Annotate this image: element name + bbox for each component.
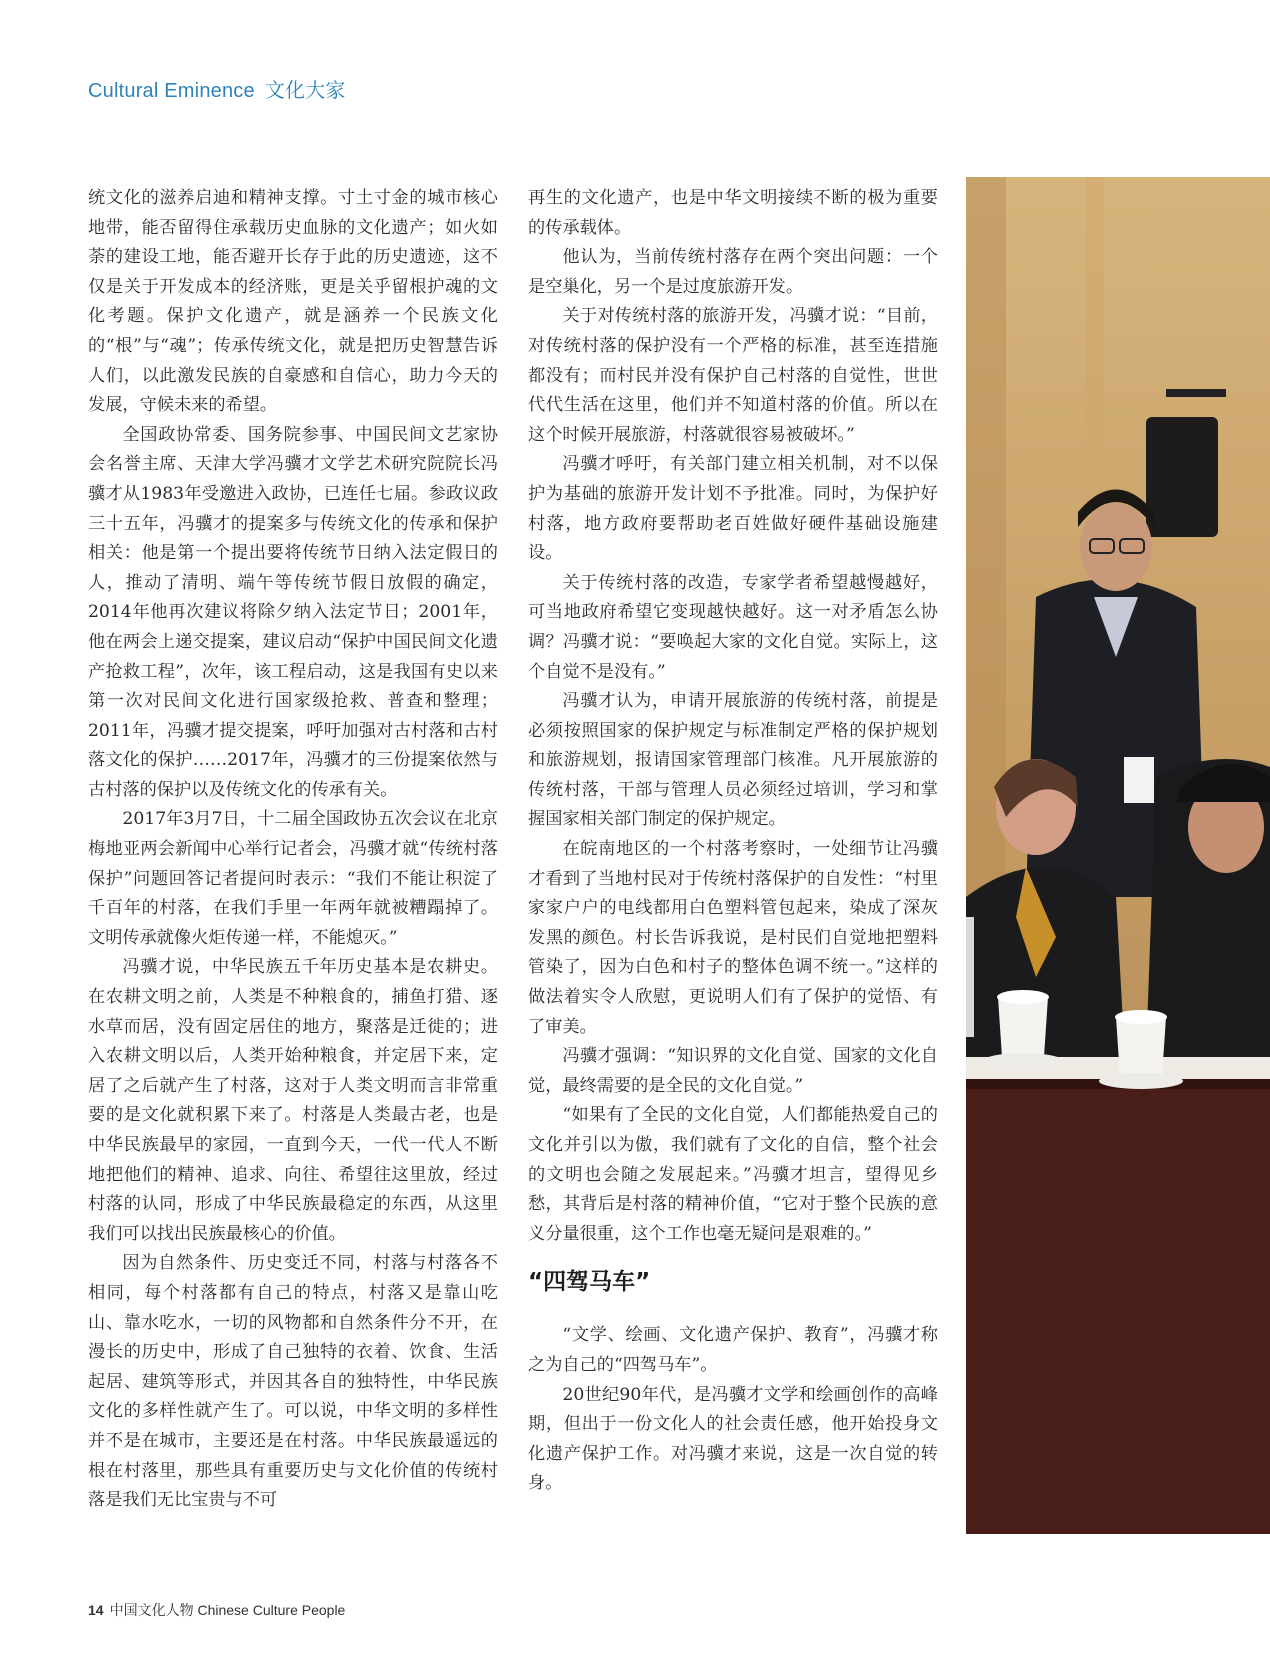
paragraph: 因为自然条件、历史变迁不同，村落与村落各不相同，每个村落都有自己的特点，村落又是靠山吃山、靠水吃水，一切的风物都和自然条件分不开，在漫长的历史中，形成了自己独特的衣着、饮食、生活起居、建筑等形式，并因其各自的独特性，中华民族文化的多样性就产生了。可以说，中华文明的多样性并不是在城市，主要还是在村落。中华民族最遥远的根在村落里，那些具有重要历史与文化价值的传统村落是我们无比宝贵与不可 (88, 1253, 498, 1511)
paragraph: 关于对传统村落的旅游开发，冯骥才说：“目前，对传统村落的保护没有一个严格的标准，甚至连措施都没有；而村民并没有保护自己村落的自觉性，世世代代生活在这里，他们并不知道村落的价值。所以在这个时候开展旅游，村落就很容易被破坏。” (528, 306, 938, 445)
page-number: 14 (88, 1602, 104, 1618)
paragraph: 冯骥才认为，申请开展旅游的传统村落，前提是必须按照国家的保护规定与标准制定严格的保护规划和旅游规划，报请国家管理部门核准。凡开展旅游的传统村落，干部与管理人员必须经过培训，学习和掌握国家相关部门制定的保护规定。 (528, 691, 938, 830)
publication-name: 中国文化人物 Chinese Culture People (109, 1602, 346, 1618)
paragraph: 冯骥才呼吁，有关部门建立相关机制，对不以保护为基础的旅游开发计划不予批准。同时，为保护好村落，地方政府要帮助老百姓做好硬件基础设施建设。 (528, 454, 938, 564)
paragraph: 冯骥才说，中华民族五千年历史基本是农耕史。在农耕文明之前，人类是不种粮食的，捕鱼打猎、逐水草而居，没有固定居住的地方，聚落是迁徙的；进入农耕文明以后，人类开始种粮食，并定居下来，定居了之后就产生了村落，这对于人类文明而言非常重要的是文化就积累下来了。村落是人类最古老，也是中华民族最早的家园，一直到今天，一代一代人不断地把他们的精神、追求、向往、希望往这里放，经过村落的认同，形成了中华民族最稳定的东西，从这里我们可以找出民族最核心的价值。 (88, 957, 498, 1244)
meeting-photo-illustration (966, 177, 1270, 1534)
paragraph: 统文化的滋养启迪和精神支撑。寸土寸金的城市核心地带，能否留得住承载历史血脉的文化遗产；如火如荼的建设工地，能否避开长存于此的历史遗迹，这不仅是关于开发成本的经济账，更是关乎留根护魂的文化考题。保护文化遗产，就是涵养一个民族文化的“根”与“魂”；传承传统文化，就是把历史智慧告诉人们，以此激发民族的自豪感和自信心，助力今天的发展，守候未来的希望。 (88, 188, 498, 416)
left-column (88, 184, 498, 1516)
meeting-photo (966, 177, 1270, 1534)
paragraph: 全国政协常委、国务院参事、中国民间文艺家协会名誉主席、天津大学冯骥才文学艺术研究院院长冯骥才从1983年受邀进入政协，已连任七届。参政议政三十五年，冯骥才的提案多与传统文化的传承和保护相关：他是第一个提出要将传统节日纳入法定假日的人，推动了清明、端午等传统节假日放假的确定，2014年他再次建议将除夕纳入法定节日；2001年，他在两会上递交提案，建议启动“保护中国民间文化遗产抢救工程”，次年，该工程启动，这是我国有史以来第一次对民间文化进行国家级抢救、普查和整理；2011年，冯骥才提交提案，呼吁加强对古村落和古村落文化的保护……2017年，冯骥才的三份提案依然与古村落的保护以及传统文化的传承有关。 (88, 424, 498, 800)
section-header (88, 74, 346, 103)
page-footer (88, 1600, 345, 1620)
paragraph: 20世纪90年代，是冯骥才文学和绘画创作的高峰期，但出于一份文化人的社会责任感，他开始投身文化遗产保护工作。对冯骥才来说，这是一次自觉的转身。 (528, 1384, 938, 1494)
paragraph: “文学、绘画、文化遗产保护、教育”，冯骥才称之为自己的“四驾马车”。 (528, 1325, 938, 1375)
paragraph: “如果有了全民的文化自觉，人们都能热爱自己的文化并引以为傲，我们就有了文化的自信，整个社会的文明也会随之发展起来。”冯骥才坦言，望得见乡愁，其背后是村落的精神价值，“它对于整个民族的意义分量很重，这个工作也毫无疑问是艰难的。” (528, 1105, 938, 1244)
section-header-en: Cultural Eminence (88, 80, 255, 102)
paragraph: 冯骥才强调：“知识界的文化自觉、国家的文化自觉，最终需要的是全民的文化自觉。” (528, 1046, 938, 1096)
paragraph: 关于传统村落的改造，专家学者希望越慢越好，可当地政府希望它变现越快越好。这一对矛盾怎么协调？冯骥才说：“要唤起大家的文化自觉。实际上，这个自觉不是没有。” (528, 572, 938, 682)
section-title: “四驾马车” (528, 1269, 651, 1296)
section-header-cn: 文化大家 (264, 78, 346, 102)
paragraph: 2017年3月7日，十二届全国政协五次会议在北京梅地亚两会新闻中心举行记者会，冯骥才就“传统村落保护”问题回答记者提问时表示：“我们不能让积淀了千百年的村落，在我们手里一年两年就被糟蹋掉了。文明传承就像火炬传递一样，不能熄灭。” (88, 809, 498, 948)
paragraph: 再生的文化遗产，也是中华文明接续不断的极为重要的传承载体。 (528, 188, 938, 238)
paragraph: 在皖南地区的一个村落考察时，一处细节让冯骥才看到了当地村民对于传统村落保护的自发性：“村里家家户户的电线都用白色塑料管包起来，染成了深灰发黑的颜色。村长告诉我说，是村民们自觉地把塑料管染了，因为白色和村子的整体色调不统一。”这样的做法着实令人欣慰，更说明人们有了保护的觉悟、有了审美。 (528, 839, 938, 1037)
middle-column (528, 184, 938, 1499)
paragraph: 他认为，当前传统村落存在两个突出问题：一个是空巢化，另一个是过度旅游开发。 (528, 247, 938, 297)
